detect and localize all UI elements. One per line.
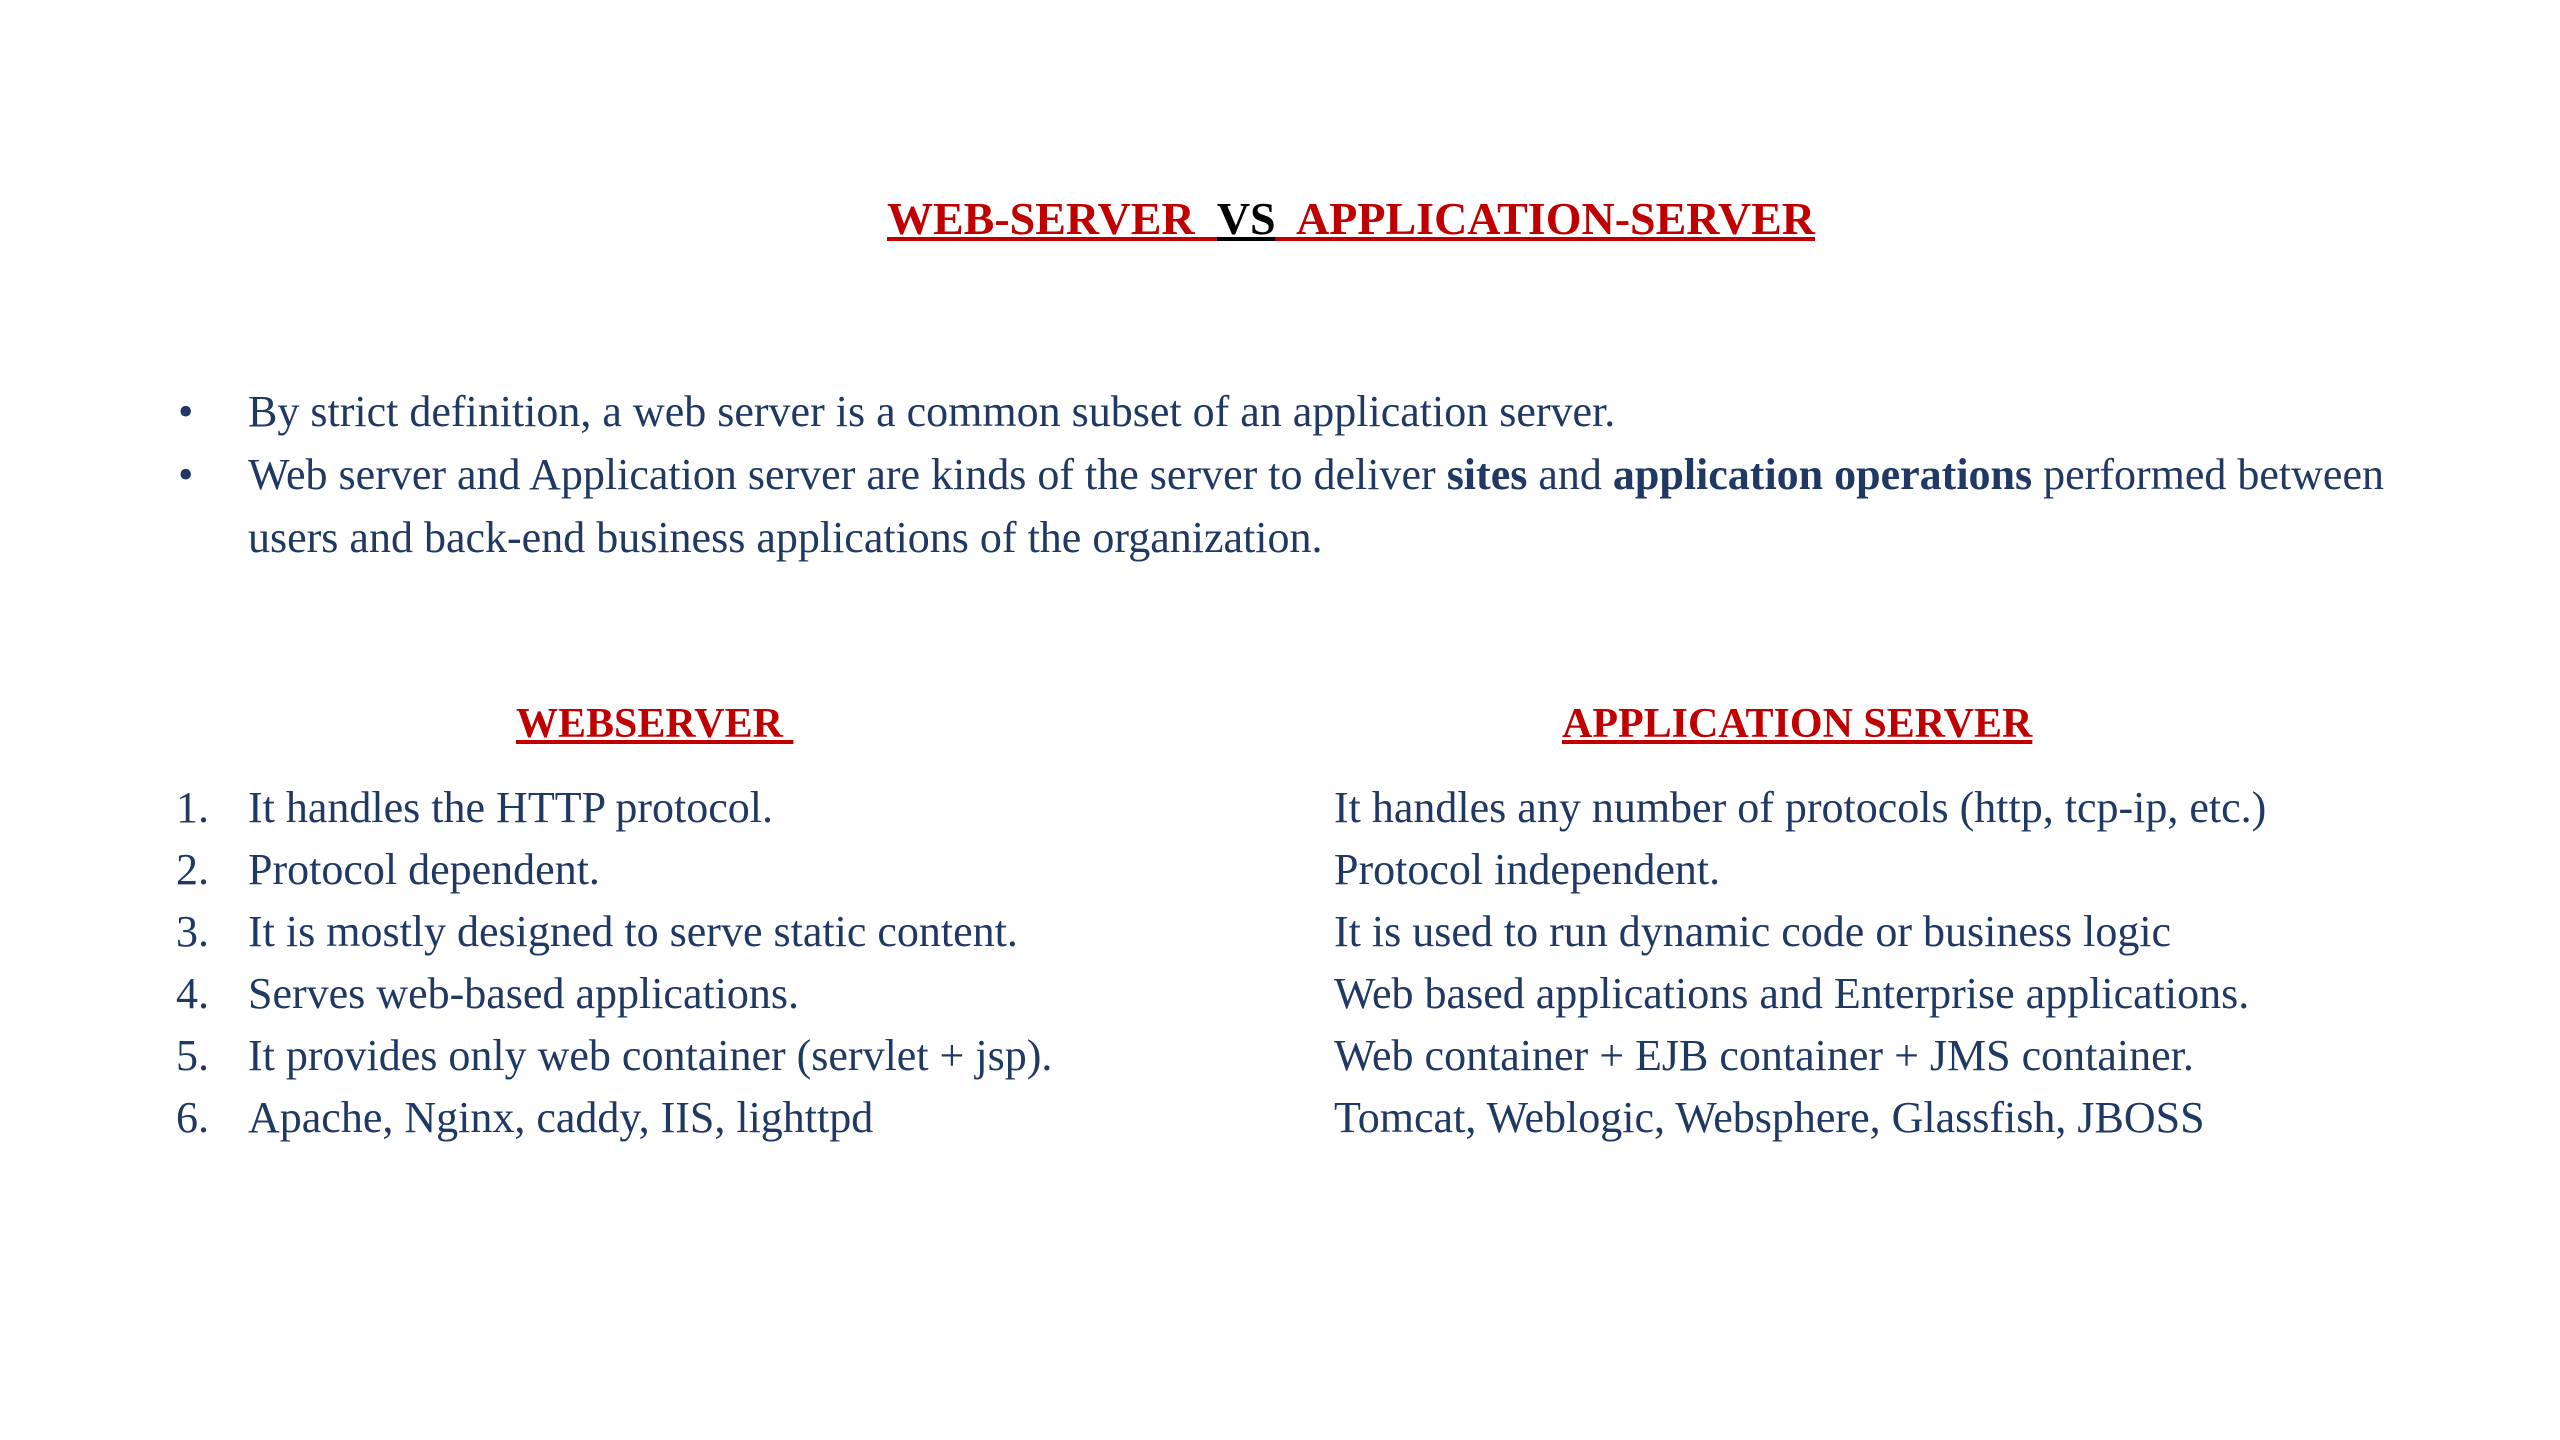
webserver-point: It provides only web container (servlet + jsp). xyxy=(248,1031,1053,1080)
webserver-point: Protocol dependent. xyxy=(248,845,600,894)
row-number: 1. xyxy=(176,783,209,832)
webserver-point: Apache, Nginx, caddy, IIS, lighttpd xyxy=(248,1093,874,1142)
appserver-point: It handles any number of protocols (http, tcp-ip, etc.) xyxy=(1334,783,2267,832)
webserver-point: It handles the HTTP protocol. xyxy=(248,783,774,832)
intro-bullet-list xyxy=(0,380,2560,569)
bullet-item xyxy=(0,380,2448,443)
row-number: 6. xyxy=(176,1093,209,1142)
bullet-segment: and xyxy=(1527,450,1613,499)
bullet-dot-icon: • xyxy=(178,387,194,436)
title-application-server: APPLICATION-SERVER xyxy=(1275,193,1816,244)
appserver-point: Protocol independent. xyxy=(1334,845,1721,894)
comparison-row xyxy=(0,901,2560,963)
comparison-list xyxy=(0,777,2560,1149)
row-number: 3. xyxy=(176,907,209,956)
comparison-row xyxy=(0,1025,2560,1087)
bullet-segment: By strict definition, a web server is a common subset of an application server. xyxy=(248,387,1616,436)
title-web-server: WEB-SERVER xyxy=(886,193,1217,244)
row-number: 2. xyxy=(176,845,209,894)
comparison-row xyxy=(0,1087,2560,1149)
appserver-point: Web based applications and Enterprise applications. xyxy=(1334,969,2250,1018)
webserver-point: It is mostly designed to serve static content. xyxy=(248,907,1018,956)
bullet-segment: performed between users and back-end business applications of the organization. xyxy=(248,450,2384,562)
bullet-text xyxy=(248,387,1615,436)
webserver-heading: WEBSERVER xyxy=(516,701,794,747)
comparison-row xyxy=(0,777,2560,839)
bullet-dot-icon: • xyxy=(178,450,194,499)
bullet-item xyxy=(0,443,2448,569)
bullet-bold-segment: application operations xyxy=(1612,450,2033,499)
row-number: 4. xyxy=(176,969,209,1018)
bullet-text xyxy=(248,450,2384,562)
appserver-point: Web container + EJB container + JMS container. xyxy=(1334,1031,2194,1080)
title-vs: VS xyxy=(1216,193,1276,244)
page-title xyxy=(0,192,2560,245)
appserver-point: It is used to run dynamic code or business logic xyxy=(1334,907,2172,956)
comparison-row xyxy=(0,839,2560,901)
row-number: 5. xyxy=(176,1031,209,1080)
webserver-point: Serves web-based applications. xyxy=(248,969,800,1018)
comparison-row xyxy=(0,963,2560,1025)
bullet-bold-segment: sites xyxy=(1446,450,1528,499)
appserver-point: Tomcat, Weblogic, Websphere, Glassfish, JBOSS xyxy=(1334,1093,2205,1142)
bullet-segment: Web server and Application server are kinds of the server to deliver xyxy=(248,450,1447,499)
application-server-heading: APPLICATION SERVER xyxy=(1562,701,2033,747)
